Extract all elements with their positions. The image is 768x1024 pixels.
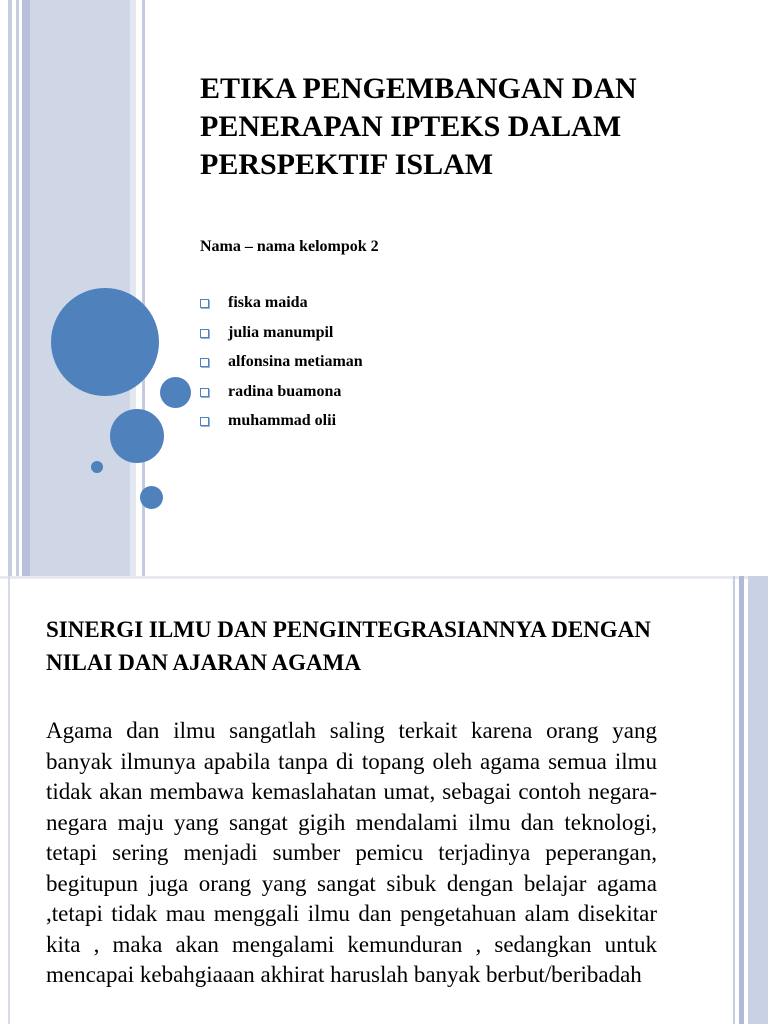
member-name: julia manumpil: [228, 323, 334, 341]
list-item: [200, 324, 363, 354]
body-paragraph: Agama dan ilmu sangatlah saling terkait karena orang yang banyak ilmunya apabila tanpa di topang oleh agama semua ilmu tidak akan membawa kemaslahatan umat, sebagai contoh negara- negara maju yang sangat gigih mendalami ilmu dan teknologi, tetapi sering menjadi sumber pemicu terjadinya peperangan, begitupun juga orang yang sangat sibuk dengan belajar agama ,tetapi tidak mau menggali ilmu dan pengetahuan alam disekitar kita , maka akan mengalami kemunduran , sedangkan untuk mencapai kebahgiaaan akhirat haruslah banyak berbut/beribadah: [46, 718, 657, 987]
decorative-stripe: [16, 0, 19, 576]
member-name: muhammad olii: [228, 412, 337, 429]
decorative-circle: [140, 486, 163, 509]
group-subtitle: Nama – nama kelompok 2: [200, 238, 379, 255]
slide-title: SINERGI ILMU DAN PENGINTEGRASIANNYA DENGAN NILAI DAN AJARAN AGAMA: [46, 617, 651, 675]
decorative-stripe: [8, 576, 10, 1024]
list-item: [200, 294, 363, 324]
list-item: [200, 353, 363, 383]
decorative-circle: [160, 377, 191, 408]
slide-2: [0, 576, 768, 1024]
square-bullet-icon: [200, 358, 209, 367]
slide-separator: [0, 576, 768, 579]
decorative-circle: [91, 461, 103, 473]
decorative-circle: [51, 288, 159, 396]
decorative-stripe: [22, 0, 30, 576]
square-bullet-icon: [200, 329, 209, 338]
decorative-stripe: [130, 0, 136, 576]
slide-title: ETIKA PENGEMBANGAN DAN PENERAPAN IPTEKS DALAM PERSPEKTIF ISLAM: [200, 72, 637, 181]
square-bullet-icon: [200, 299, 209, 308]
square-bullet-icon: [200, 388, 209, 397]
member-list: [200, 294, 363, 442]
member-name: alfonsina metiaman: [228, 353, 363, 370]
decorative-circle: [110, 409, 164, 463]
list-item: [200, 412, 363, 442]
decorative-stripe: [733, 576, 735, 1024]
member-name: radina buamona: [228, 382, 342, 400]
decorative-stripe: [0, 0, 8, 576]
square-bullet-icon: [200, 417, 209, 426]
decorative-stripe: [739, 576, 744, 1024]
list-item: [200, 383, 363, 413]
decorative-stripe: [748, 576, 768, 1024]
member-name: fiska maida: [228, 294, 308, 311]
decorative-stripe: [8, 0, 12, 576]
